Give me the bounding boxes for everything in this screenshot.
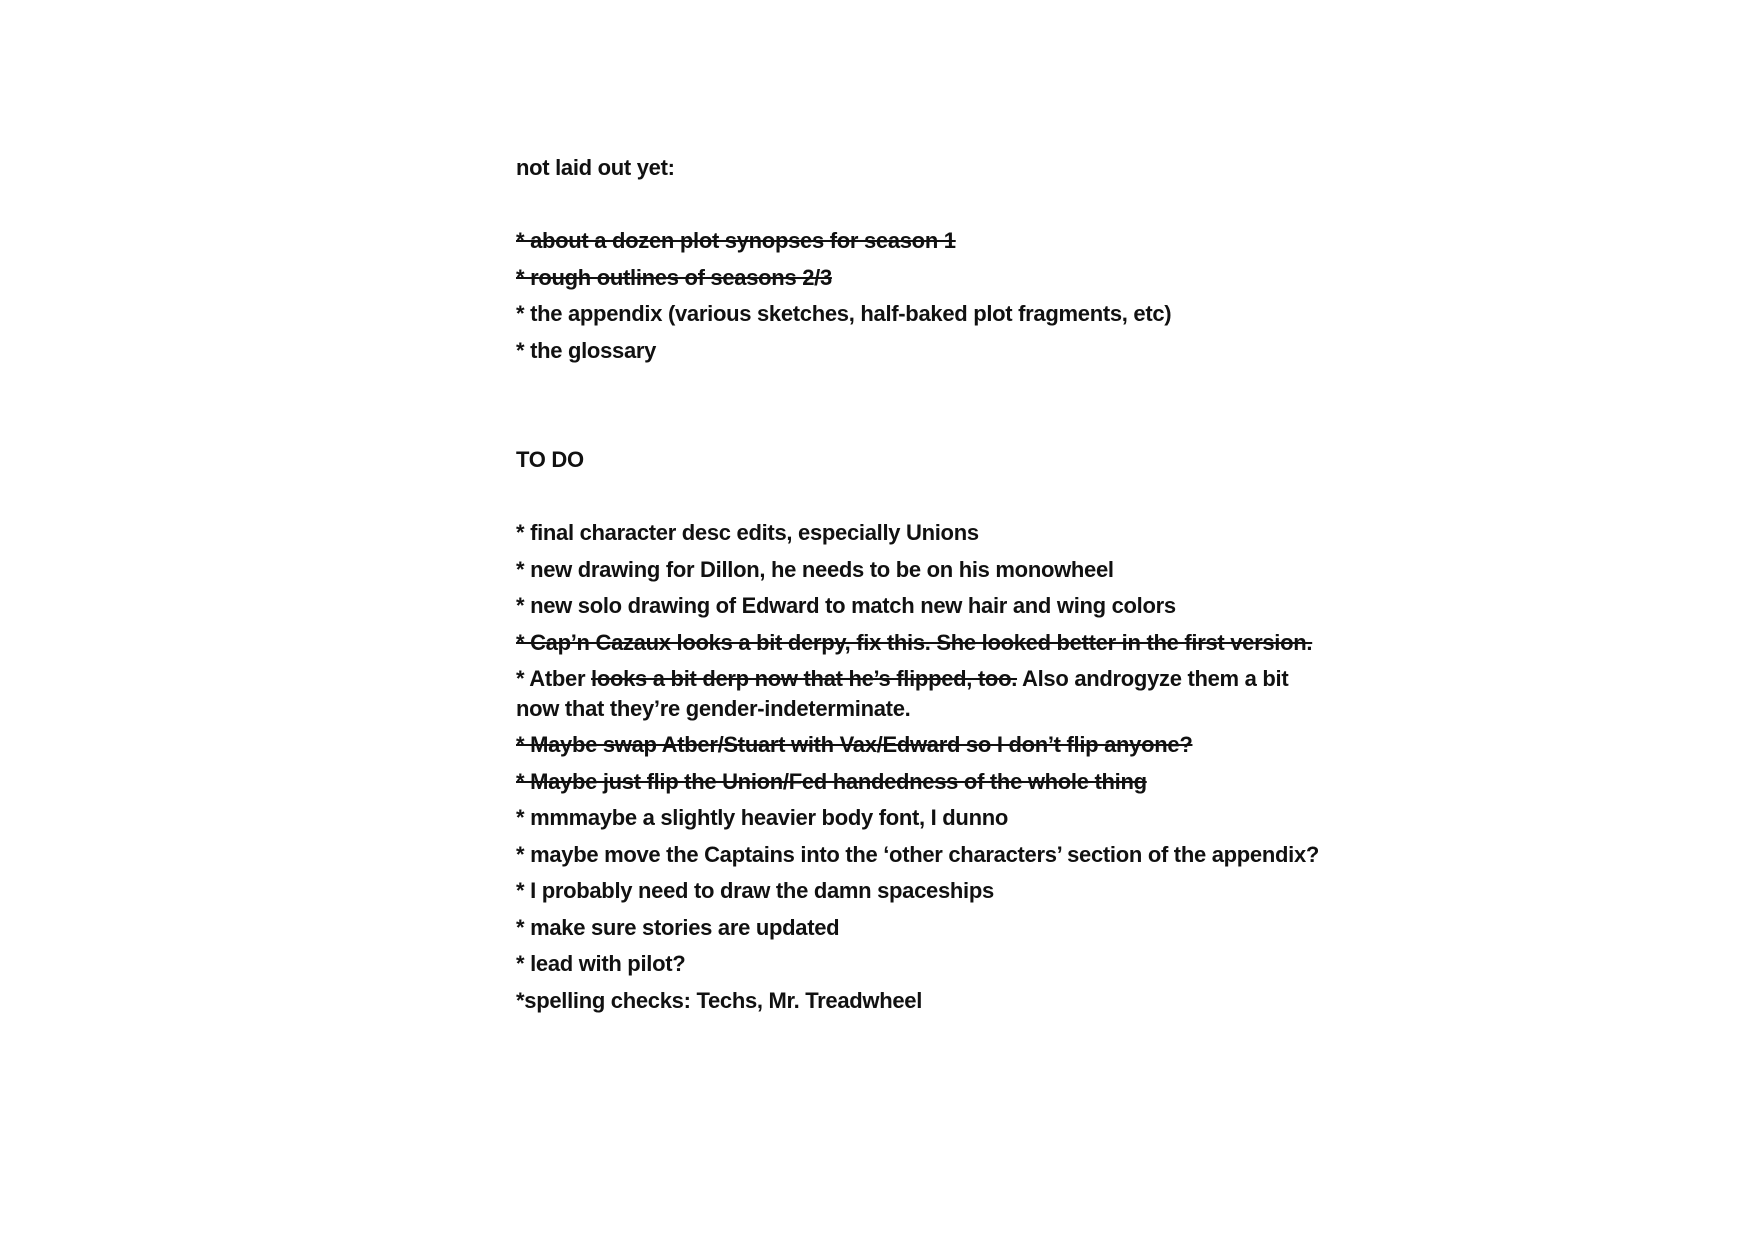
spacer xyxy=(516,369,1336,442)
not-laid-out-item: * about a dozen plot synopses for season 1 xyxy=(516,228,956,253)
spacer xyxy=(516,479,1336,516)
todo-item: * I probably need to draw the damn spaceships xyxy=(516,878,994,903)
todo-item: * new solo drawing of Edward to match new hair and wing colors xyxy=(516,593,1176,618)
todo-item: * Maybe just flip the Union/Fed handedness of the whole thing xyxy=(516,768,1147,794)
todo-heading: TO DO xyxy=(516,447,584,472)
todo-item: * Maybe swap Atber/Stuart with Vax/Edward so I don’t flip anyone? xyxy=(516,732,1193,757)
todo-item: * make sure stories are updated xyxy=(516,914,840,940)
not-laid-out-item: * the appendix (various sketches, half-baked plot fragments, etc) xyxy=(516,301,1172,326)
todo-item: * mmmaybe a slightly heavier body font, I dunno xyxy=(516,805,1008,830)
spacer xyxy=(516,187,1336,224)
todo-item: *spelling checks: Techs, Mr. Treadwheel xyxy=(516,987,923,1013)
todo-item: * final character desc edits, especially Unions xyxy=(516,520,979,545)
todo-item: * lead with pilot? xyxy=(516,951,686,976)
todo-item-struck-part: looks a bit derp now that he’s flipped, too. xyxy=(591,666,1018,691)
todo-item-part: Also androgyze them a bit now that they’re gender-indeterminate. xyxy=(516,666,1289,721)
todo-item-part: * Atber xyxy=(516,666,592,691)
not-laid-out-item: * rough outlines of seasons 2/3 xyxy=(516,264,832,290)
todo-item: * Cap’n Cazaux looks a bit derpy, fix this. She looked better in the first version. xyxy=(516,629,1313,655)
todo-item-mixed xyxy=(516,664,1336,724)
notes-text xyxy=(516,150,1336,1019)
not-laid-out-item: * the glossary xyxy=(516,337,657,363)
not-laid-out-heading: not laid out yet: xyxy=(516,155,675,180)
todo-item: * new drawing for Dillon, he needs to be on his monowheel xyxy=(516,556,1114,582)
todo-item: * maybe move the Captains into the ‘other characters’ section of the appendix? xyxy=(516,841,1320,867)
